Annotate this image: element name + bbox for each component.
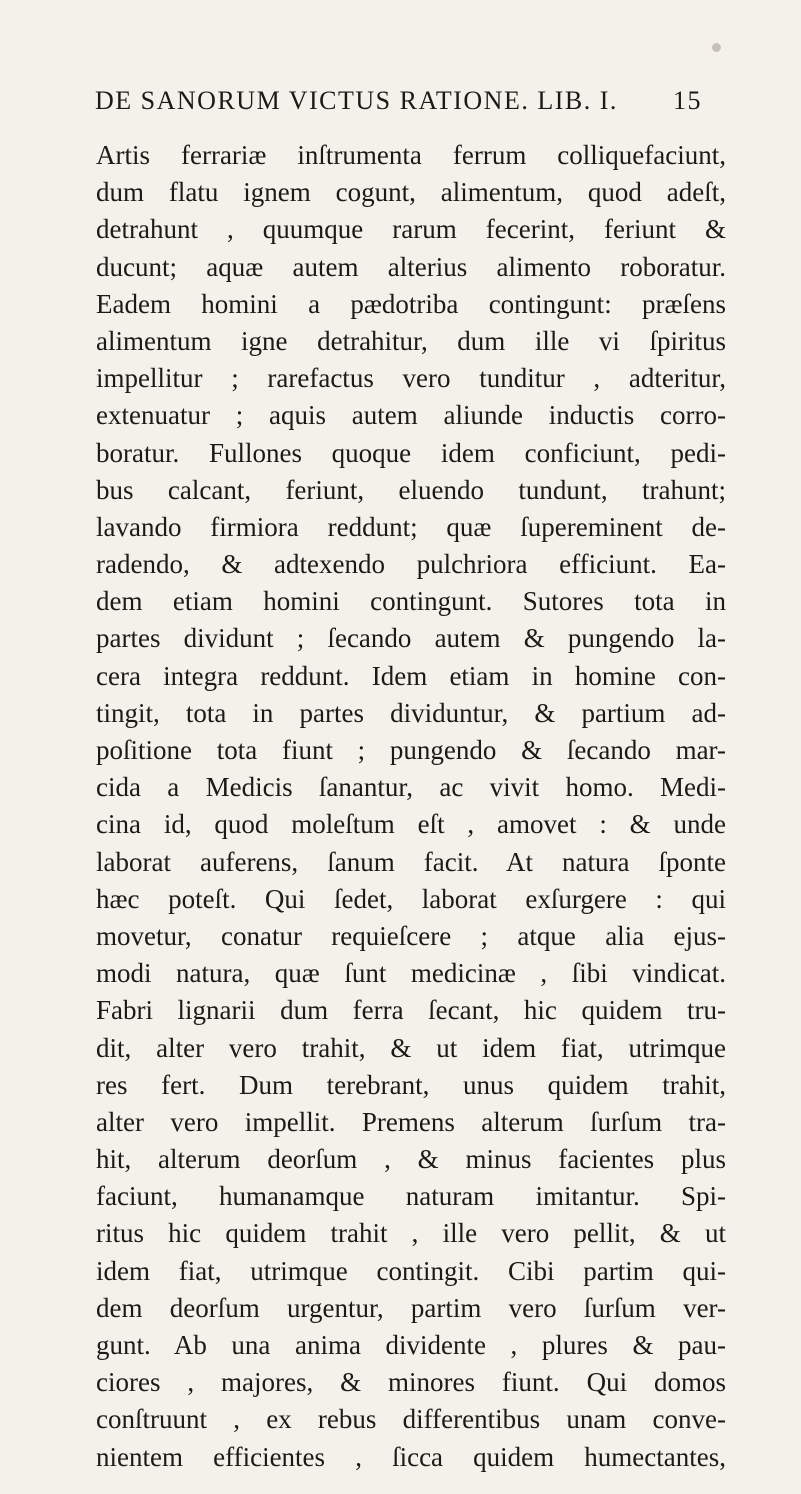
text-line: cera integra reddunt. Idem etiam in homine con- [96, 660, 726, 691]
text-line: dit, alter vero trahit, & ut idem fiat, utrimque [96, 1032, 726, 1063]
text-line: hæc poteſt. Qui ſedet, laborat exſurgere : qui [96, 883, 726, 914]
text-line: extenuatur ; aquis autem aliunde inductis corro- [96, 400, 726, 431]
running-head [95, 86, 702, 126]
text-line: conſtruunt , ex rebus differentibus unam conve- [96, 1404, 726, 1435]
text-line: dem etiam homini contingunt. Sutores tota in [96, 586, 726, 617]
text-line: poſitione tota fiunt ; pungendo & ſecando mar- [96, 735, 726, 765]
text-line: Fabri lignarii dum ferra ſecant, hic quidem tru- [96, 995, 726, 1026]
text-line: detrahunt , quumque rarum fecerint, feriunt & [96, 214, 726, 245]
text-line: alter vero impellit. Premens alterum ſurſum tra- [96, 1106, 726, 1137]
text-line: partes dividunt ; ſecando autem & pungendo la- [96, 623, 726, 654]
text-line: movetur, conatur requieſcere ; atque alia ejus- [96, 920, 726, 951]
text-line: res fert. Dum terebrant, unus quidem trahit, [96, 1069, 726, 1100]
text-line: Eadem homini a pædotriba contingunt: præſens [96, 288, 726, 319]
text-line: cina id, quod moleſtum eſt , amovet : & unde [96, 809, 726, 840]
text-line: laborat auferens, ſanum facit. At natura ſponte [96, 846, 726, 877]
text-line: ciores , majores, & minores fiunt. Qui domos [96, 1367, 726, 1398]
text-line: Artis ferrariæ inſtrumenta ferrum colliquefaciunt, [96, 140, 726, 170]
text-line: nientem efficientes , ſicca quidem humectantes, [96, 1441, 726, 1472]
text-line: radendo, & adtexendo pulchriora efficiunt. Ea- [96, 549, 726, 580]
text-line: boratur. Fullones quoque idem conficiunt, pedi- [96, 437, 726, 468]
paper-speck [712, 43, 721, 52]
text-line: ducunt; aquæ autem alterius alimento roboratur. [96, 251, 726, 282]
text-line: idem fiat, utrimque contingit. Cibi partim qui- [96, 1255, 726, 1286]
text-line: gunt. Ab una anima dividente , plures & pau- [96, 1330, 726, 1360]
running-head-title: DE SANORUM VICTUS RATIONE. LIB. I. [95, 86, 618, 115]
text-line: hit, alterum deorſum , & minus facientes plus [96, 1144, 726, 1175]
page-number: 15 [673, 86, 702, 115]
text-line: faciunt, humanamque naturam imitantur. Spi- [96, 1181, 726, 1212]
text-line: dum flatu ignem cogunt, alimentum, quod adeſt, [96, 177, 726, 208]
text-line: tingit, tota in partes dividuntur, & partium ad- [96, 697, 726, 728]
text-line: modi natura, quæ ſunt medicinæ , ſibi vindicat. [96, 958, 726, 989]
text-line: alimentum igne detrahitur, dum ille vi ſpiritus [96, 325, 726, 356]
body-text [96, 137, 726, 1476]
text-line: lavando firmiora reddunt; quæ ſupereminent de- [96, 511, 726, 542]
text-line: ritus hic quidem trahit , ille vero pellit, & ut [96, 1218, 726, 1249]
text-line: cida a Medicis ſanantur, ac vivit homo. Medi- [96, 772, 726, 803]
text-line: impellitur ; rarefactus vero tunditur , adteritur, [96, 363, 726, 394]
text-line: dem deorſum urgentur, partim vero ſurſum ver- [96, 1292, 726, 1323]
text-line: bus calcant, feriunt, eluendo tundunt, trahunt; [96, 474, 726, 505]
